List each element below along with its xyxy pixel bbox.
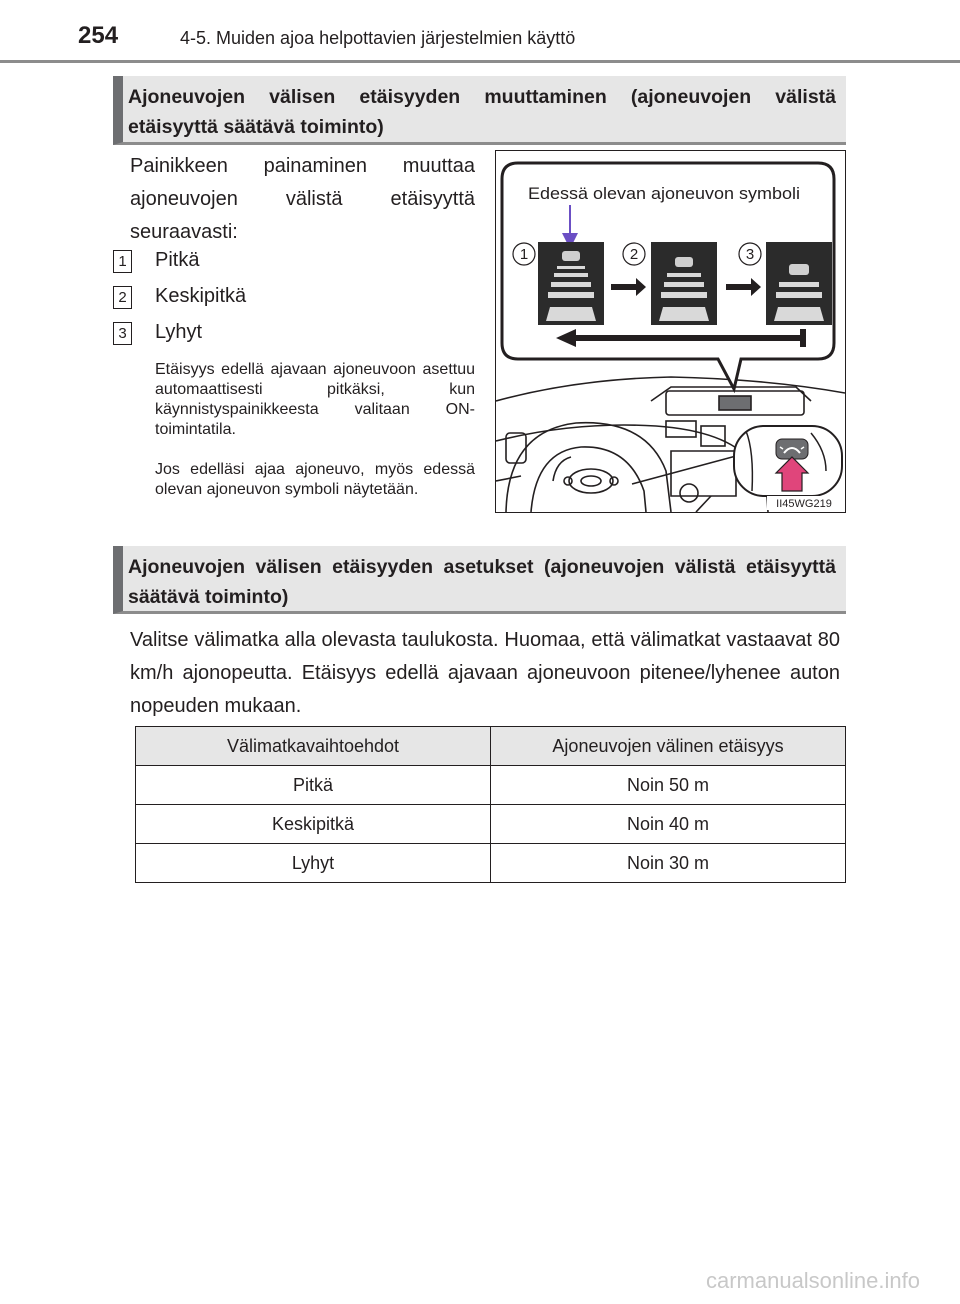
table-cell: Keskipitkä: [136, 805, 491, 844]
running-title: 4-5. Muiden ajoa helpottavien järjestelmien käyttö: [180, 28, 576, 48]
column-header: Ajoneuvojen välinen etäisyys: [491, 727, 846, 766]
table-row: [136, 766, 846, 805]
note-vehicle-ahead: Jos edelläsi ajaa ajoneuvo, myös edessä olevan ajoneuvon symboli näytetään.: [155, 461, 475, 498]
step-number-3: 3: [745, 246, 755, 263]
item-label: Pitkä: [155, 249, 200, 271]
watermark: carmanualsonline.info: [705, 1268, 920, 1293]
table-header-row: [136, 727, 846, 766]
figure-illustration: [496, 151, 845, 512]
table-row: [136, 805, 846, 844]
figure-code: II45WG219: [776, 498, 832, 510]
callout-label: Edessä olevan ajoneuvon symboli: [528, 184, 800, 203]
body-paragraph: Valitse välimatka alla olevasta taulukosta. Huomaa, että välimatkat vastaavat 80 km/h ajonopeutta. Etäisyys edellä ajavaan ajoneuvoon pitenee/lyhenee auton nopeuden mukaan.: [130, 629, 840, 717]
table-cell: Pitkä: [136, 766, 491, 805]
number-box-2: 2: [113, 286, 132, 309]
step-number-1: 1: [519, 246, 529, 263]
display-medium: [651, 242, 717, 325]
table-cell: Noin 50 m: [491, 766, 846, 805]
table-cell: Noin 40 m: [491, 805, 846, 844]
section-heading-change-distance: Ajoneuvojen välisen etäisyyden muuttaminen (ajoneuvojen välistä etäisyyttä säätävä toiminto): [113, 76, 846, 145]
zoom-inset: [734, 426, 842, 496]
number-box-3: 3: [113, 322, 132, 345]
display-long: [538, 242, 604, 325]
item-label: Lyhyt: [155, 321, 203, 343]
display-short: [766, 242, 832, 325]
number-box-1: 1: [113, 250, 132, 273]
header-rule: [0, 60, 960, 63]
section-heading-distance-settings: Ajoneuvojen välisen etäisyyden asetukset (ajoneuvojen välistä etäisyyttä säätävä toiminto): [113, 546, 846, 614]
distance-table: [135, 726, 846, 883]
column-header: Välimatkavaihtoehdot: [136, 727, 491, 766]
note-default-long: Etäisyys edellä ajavaan ajoneuvoon asettuu automaattisesti pitkäksi, kun käynnistyspainikkeesta valitaan ON-toimintatila.: [155, 361, 475, 438]
intro-text: Painikkeen painaminen muuttaa ajoneuvojen välistä etäisyyttä seuraavasti:: [130, 155, 475, 243]
table-cell: Lyhyt: [136, 844, 491, 883]
figure-distance-button: [495, 150, 846, 513]
table-cell: Noin 30 m: [491, 844, 846, 883]
page-number: 254: [78, 22, 119, 49]
step-number-2: 2: [629, 246, 639, 263]
item-label: Keskipitkä: [155, 285, 247, 307]
table-row: [136, 844, 846, 883]
